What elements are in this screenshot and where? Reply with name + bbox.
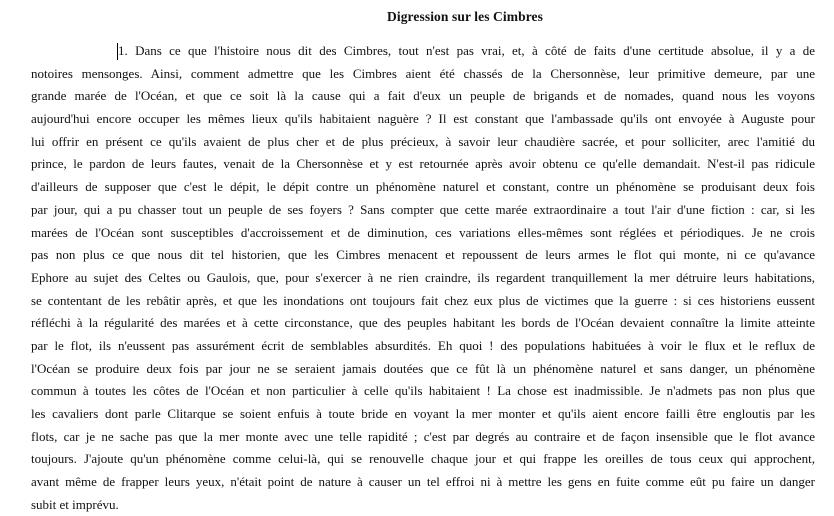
document-title: Digression sur les Cimbres [387,9,543,24]
text-line: l'Océan se produire deux fois par jour ne se seraient jamais doutées que ce fût là un phénomène naturel et sans danger, un phénomène [31,360,815,376]
text-line: prince, le pardon de leurs fautes, venait de la Chersonnèse et y est retournée après avoir obtenu ce qu'elle demandait. N'est-il pas ridicule [31,156,815,172]
text-line: subit et imprévu. [31,496,119,512]
text-line: commun à toutes les côtes de l'Océan et non particulier à celle qu'ils habitaient ! La chose est inadmissible. Je n'admets pas non plus que [31,383,815,399]
text-line: aujourd'hui encore occuper les mêmes lieux qu'ils habitaient naguère ? Il est constant que l'ambassade qu'ils ont envoyée à Auguste pour [31,111,815,127]
text-line-content: 1. Dans ce que l'histoire nous dit des Cimbres, tout n'est pas vrai, et, à côté de faits d'une certitude absolue, il y a de [118,43,815,58]
text-line: toujours. J'ajoute qu'un phénomène comme celui-là, qui se renouvelle chaque jour et qui frappe les oreilles de tous ceux qui approchent, [31,451,815,467]
text-line: réfléchi à la régularité des marées et à cette circonstance, que des peuples habitant les bords de l'Océan devaient connaître la limite atteinte [31,315,815,331]
text-line: les cavaliers dont parle Clitarque se soient enfuis à toute bride en voyant la mer monter et qu'ils aient encore failli être engloutis par les [31,406,815,421]
text-cursor [117,43,118,60]
text-line: par le flot, ils n'eussent pas assurément écrit de semblables absurdités. Eh quoi ! des populations habituées à voir le flux et le reflux de [31,337,815,353]
text-line: flots, car je ne sache pas que la mer monte avec une telle rapidité ; c'est par degrés au contraire et de façon insensible que le flot avance [31,428,815,444]
text-line: marées de l'Océan sont susceptibles d'accroissement et de diminution, ces variations elles-mêmes sont réglées et périodiques. Je ne crois [31,224,815,240]
text-line: se contentant de les rebâtir après, et que les inondations ont toujours fait chez eux plus de victimes que la guerre : si ces historiens eussent [31,292,815,308]
text-line: par jour, qui a pu chasser tout un peuple de ses foyers ? Sans compter que cette marée extraordinaire a tout l'air d'une fiction : car, si les [31,201,815,217]
text-line [31,40,815,63]
text-line: Ephore au sujet des Celtes ou Gaulois, que, pour s'exercer à ne rien craindre, ils regardent tranquillement la mer détruire leurs habitations, [31,269,815,285]
text-line: grande marée de l'Océan, et que ce soit là la cause qui a fait d'eux un peuple de brigands et de nomades, quand nous les voyons [31,88,815,104]
text-line: avant même de frapper leurs yeux, n'était point de nature à causer un tel effroi ni à mettre les gens en fuite comme eût pu faire un danger [31,474,815,490]
document-body[interactable] [31,40,815,516]
text-line: d'ailleurs de supposer que c'est le dépit, le dépit contre un phénomène naturel et constant, contre un phénomène se produisant deux fois [31,179,815,195]
text-line: lui offrir en présent ce qu'ils avaient de plus cher et de plus précieux, à savoir leur chaudière sacrée, et pour solliciter, arec l'amitié du [31,133,815,149]
text-line: pas non plus ce que nous dit tel historien, que les Cimbres menacent et repoussent de leurs armes le flot qui monte, ni ce qu'avance [31,247,815,263]
text-line: notoires mensonges. Ainsi, comment admettre que les Cimbres aient été chassés de la Chersonnèse, leur primitive demeure, par une [31,65,815,81]
